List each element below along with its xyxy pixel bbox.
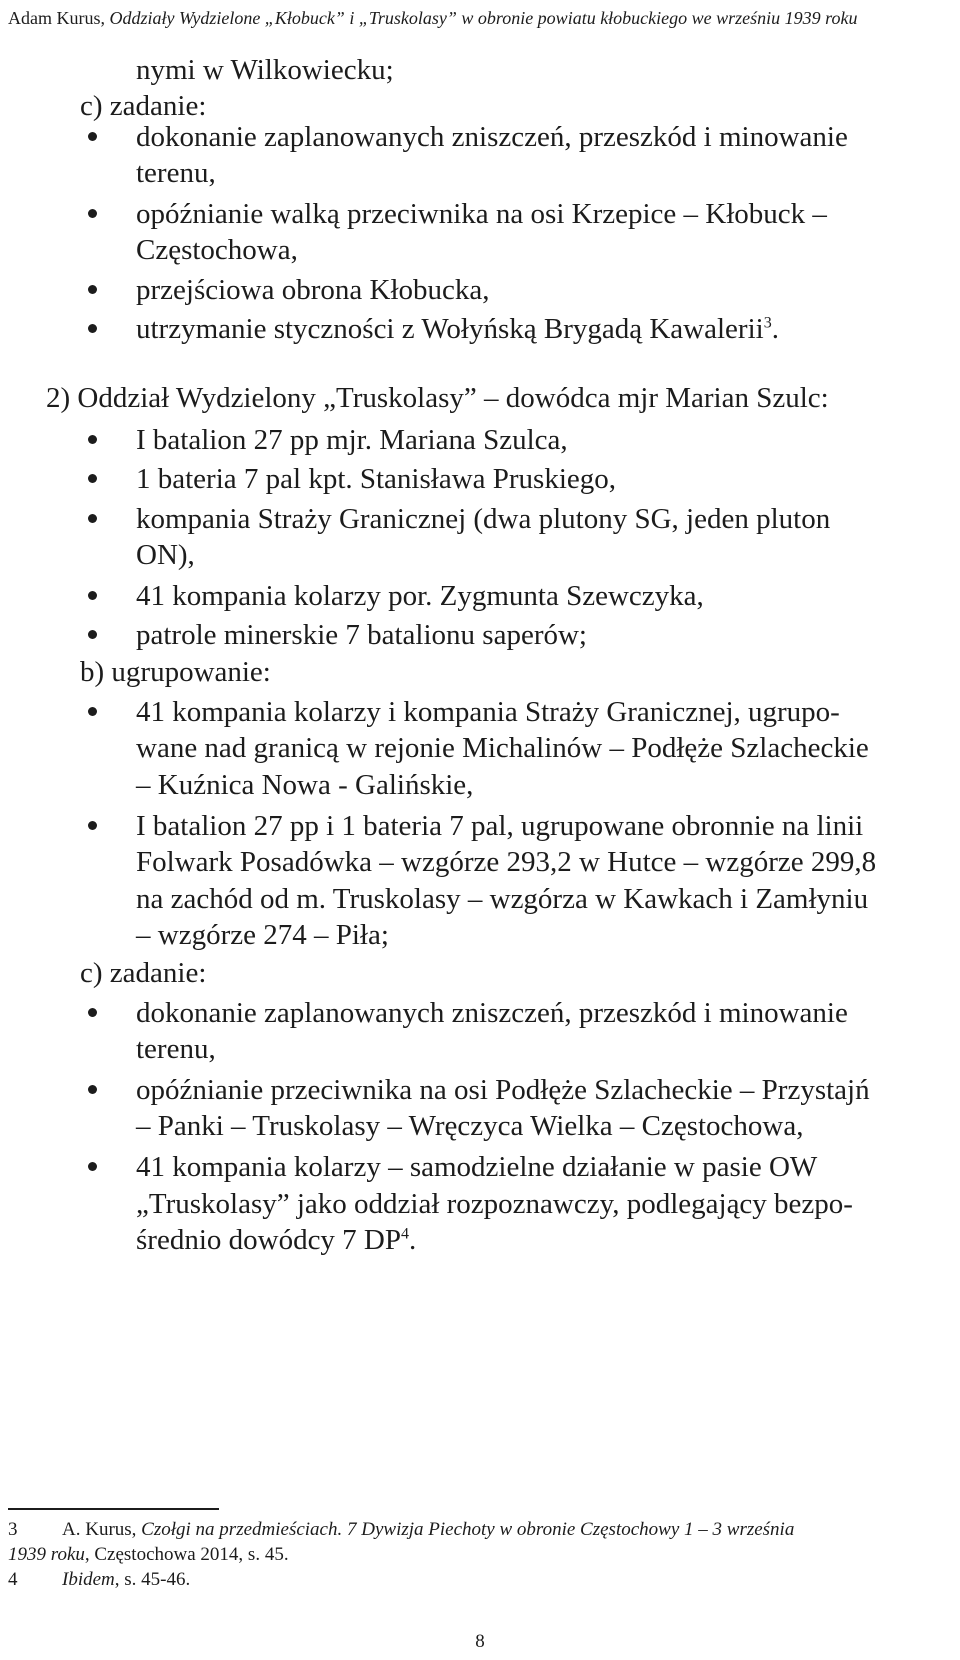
section-heading: 2) Oddział Wydzielony „Truskolasy” – dowódca mjr Marian Szulc: — [46, 382, 829, 414]
footnote-pages: , s. 45-46. — [114, 1569, 191, 1590]
list-item: przejściowa obrona Kłobucka, — [136, 274, 490, 306]
footnote-number: 4 — [8, 1569, 18, 1590]
bullet — [88, 707, 97, 716]
footnote-3 — [62, 1518, 794, 1542]
list-item: 1 bateria 7 pal kpt. Stanisława Pruskiego, — [136, 463, 617, 495]
footnote-separator — [8, 1508, 219, 1510]
footnote-source: , Częstochowa 2014, s. 45. — [84, 1544, 289, 1565]
footnote-title: Czołgi na przedmieściach. 7 Dywizja Piechoty w obronie Częstochowy 1 – 3 września — [141, 1519, 795, 1540]
bullet — [88, 1162, 97, 1171]
header-author: Adam Kurus, — [8, 8, 110, 28]
list-item — [136, 311, 779, 347]
list-item: patrole minerskie 7 batalionu saperów; — [136, 619, 587, 651]
list-item: 41 kompania kolarzy – samodzielne działanie w pasie OW — [136, 1151, 818, 1183]
list-item: 41 kompania kolarzy i kompania Straży Granicznej, ugrupo- — [136, 696, 840, 728]
bullet — [88, 435, 97, 444]
list-item-continuation: – Kuźnica Nowa - Galińskie, — [136, 769, 474, 801]
list-item-continuation — [136, 1222, 416, 1258]
footnote-ref-4: 4 — [401, 1225, 410, 1243]
footnote-ref-3: 3 — [763, 314, 772, 332]
bullet — [88, 514, 97, 523]
list-item-continuation: terenu, — [136, 1033, 216, 1065]
list-item-continuation: na zachód od m. Truskolasy – wzgórza w Kawkach i Zamłyniu — [136, 883, 869, 915]
bullet — [88, 630, 97, 639]
list-item-continuation: Częstochowa, — [136, 234, 298, 266]
bullet — [88, 132, 97, 141]
list-item-continuation: terenu, — [136, 157, 216, 189]
bullet — [88, 1085, 97, 1094]
list-item-continuation: wane nad granicą w rejonie Michalinów – Podłęże Szlacheckie — [136, 732, 869, 764]
list-item: dokonanie zaplanowanych zniszczeń, przeszkód i minowanie — [136, 997, 848, 1029]
bullet — [88, 324, 97, 333]
bullet — [88, 591, 97, 600]
list-item: I batalion 27 pp i 1 bateria 7 pal, ugrupowane obronnie na linii — [136, 810, 864, 842]
list-item-continuation: ON), — [136, 539, 195, 571]
running-header — [8, 6, 952, 30]
list-heading: c) zadanie: — [80, 957, 207, 989]
bullet — [88, 209, 97, 218]
list-heading: c) zadanie: — [80, 90, 207, 122]
text-line: nymi w Wilkowiecku; — [136, 54, 394, 86]
footnote-number: 3 — [8, 1519, 18, 1540]
bullet — [88, 285, 97, 294]
footnote-author: A. Kurus, — [62, 1519, 142, 1540]
list-item: kompania Straży Granicznej (dwa plutony SG, jeden pluton — [136, 503, 831, 535]
list-item: I batalion 27 pp mjr. Mariana Szulca, — [136, 424, 568, 456]
list-item: 41 kompania kolarzy por. Zygmunta Szewczyka, — [136, 580, 704, 612]
list-item-text: średnio dowódcy 7 DP — [136, 1224, 402, 1256]
list-item: opóźnianie przeciwnika na osi Podłęże Szlacheckie – Przystajń — [136, 1074, 870, 1106]
list-item: opóźnianie walką przeciwnika na osi Krzepice – Kłobuck – — [136, 198, 827, 230]
page-number: 8 — [475, 1631, 485, 1652]
bullet — [88, 821, 97, 830]
list-heading: b) ugrupowanie: — [80, 656, 271, 688]
footnote-title-cont: 1939 roku — [8, 1544, 85, 1565]
footnote-ibidem: Ibidem — [62, 1569, 115, 1590]
list-item-continuation: Folwark Posadówka – wzgórze 293,2 w Hutce – wzgórze 299,8 — [136, 846, 877, 878]
list-item-text: utrzymanie styczności z Wołyńską Brygadą Kawalerii — [136, 313, 764, 345]
bullet — [88, 474, 97, 483]
list-item-continuation: – wzgórze 274 – Piła; — [136, 919, 389, 951]
header-title: Oddziały Wydzielone „Kłobuck” i „Truskolasy” w obronie powiatu kłobuckiego we wrześniu 1939 roku — [109, 8, 858, 28]
footnote-3-continuation — [8, 1543, 289, 1567]
list-item: dokonanie zaplanowanych zniszczeń, przeszkód i minowanie — [136, 121, 848, 153]
list-item-continuation: – Panki – Truskolasy – Wręczyca Wielka – Częstochowa, — [136, 1110, 804, 1142]
list-item-end: . — [409, 1224, 417, 1256]
bullet — [88, 1008, 97, 1017]
list-item-continuation: „Truskolasy” jako oddział rozpoznawczy, podlegający bezpo- — [136, 1188, 853, 1220]
footnote-4 — [62, 1568, 190, 1592]
list-item-end: . — [771, 313, 779, 345]
